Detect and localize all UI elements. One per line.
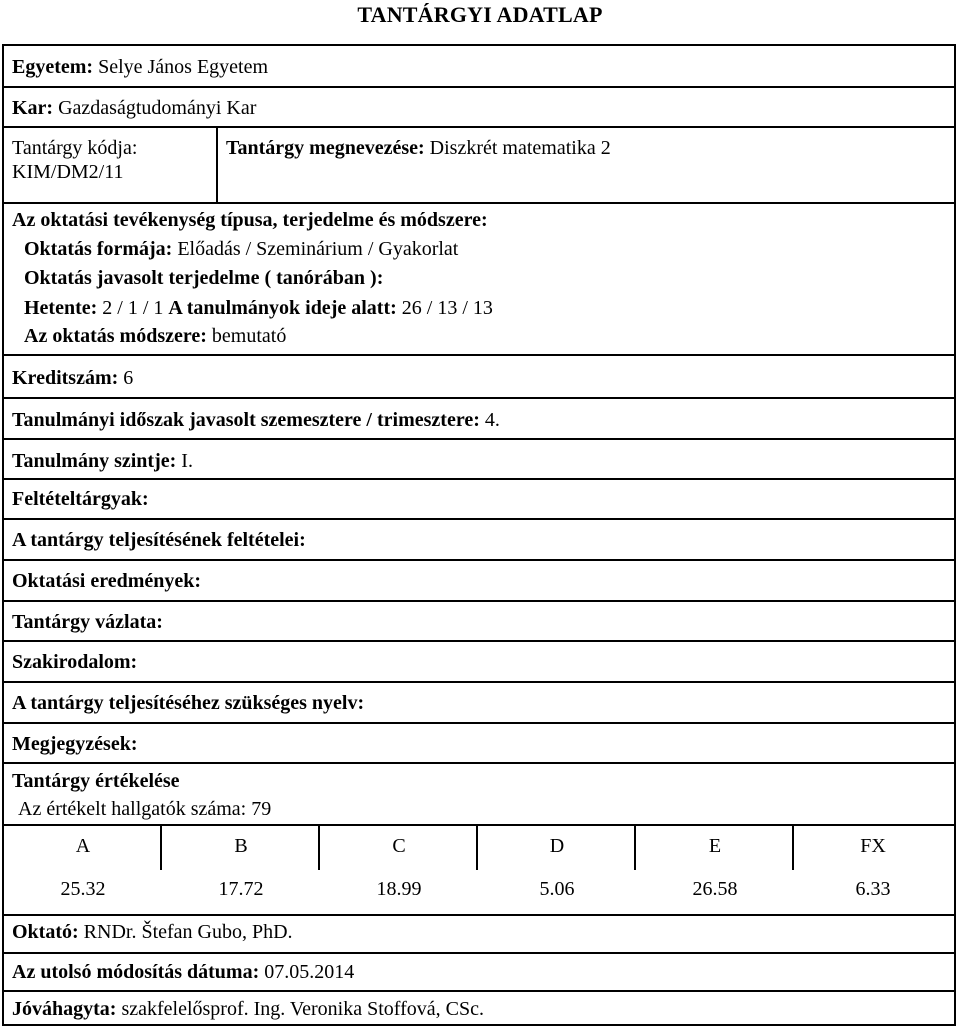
course-code-value: KIM/DM2/11 bbox=[12, 161, 124, 183]
notes-row bbox=[4, 722, 954, 762]
column-divider bbox=[216, 128, 218, 202]
evaluation-heading: Tantárgy értékelése bbox=[12, 770, 180, 792]
level-label: Tanulmány szintje: bbox=[12, 450, 177, 472]
grade-header-c: C bbox=[392, 835, 406, 857]
language-row bbox=[4, 681, 954, 722]
university-row bbox=[4, 46, 954, 86]
level-row bbox=[4, 438, 954, 478]
outline-label: Tantárgy vázlata: bbox=[12, 611, 163, 633]
last-modified-row bbox=[4, 952, 954, 990]
outcomes-row bbox=[4, 559, 954, 600]
literature-row bbox=[4, 640, 954, 681]
lecturer-label: Oktató: bbox=[12, 921, 79, 943]
grade-header-e: E bbox=[708, 835, 722, 857]
evaluation-row bbox=[4, 762, 954, 824]
teaching-form-value: Előadás / Szeminárium / Gyakorlat bbox=[177, 238, 459, 260]
outcomes-label: Oktatási eredmények: bbox=[12, 570, 202, 592]
course-name-value: Diszkrét matematika 2 bbox=[429, 137, 611, 159]
faculty-row bbox=[4, 86, 954, 126]
prerequisites-label: Feltételtárgyak: bbox=[12, 488, 149, 510]
approved-row bbox=[4, 990, 954, 1024]
faculty-value: Gazdaságtudományi Kar bbox=[58, 97, 257, 119]
grade-percent-d: 5.06 bbox=[539, 878, 575, 900]
students-label: Az értékelt hallgatók száma: bbox=[18, 798, 247, 820]
teaching-form-label: Oktatás formája: bbox=[24, 238, 173, 260]
semester-row bbox=[4, 397, 954, 438]
university-label: Egyetem: bbox=[12, 56, 94, 78]
approved-label: Jóváhagyta: bbox=[12, 998, 117, 1020]
students-value: 79 bbox=[251, 798, 272, 820]
lecturer-value: RNDr. Štefan Gubo, PhD. bbox=[83, 921, 293, 943]
course-code-label: Tantárgy kódja: bbox=[12, 137, 138, 159]
credits-label: Kreditszám: bbox=[12, 367, 119, 389]
weekly-label: Hetente: bbox=[24, 297, 98, 319]
course-sheet bbox=[2, 44, 956, 1026]
grade-header-a: A bbox=[75, 835, 91, 857]
literature-label: Szakirodalom: bbox=[12, 651, 138, 673]
teaching-heading: Az oktatási tevékenység típusa, terjedelme és módszere: bbox=[12, 209, 488, 231]
course-id-row bbox=[4, 126, 954, 202]
faculty-label: Kar: bbox=[12, 97, 54, 119]
semester-hours-value: 26 / 13 / 13 bbox=[401, 297, 493, 319]
conditions-row bbox=[4, 518, 954, 559]
semester-value: 4. bbox=[484, 409, 500, 431]
course-name-label: Tantárgy megnevezése: bbox=[226, 137, 425, 159]
grade-header-b: B bbox=[234, 835, 248, 857]
prerequisites-row bbox=[4, 478, 954, 518]
grades-table bbox=[4, 824, 954, 914]
method-label: Az oktatás módszere: bbox=[24, 325, 207, 347]
grade-percent-fx: 6.33 bbox=[855, 878, 891, 900]
grade-header-d: D bbox=[549, 835, 565, 857]
semester-label: Tanulmányi időszak javasolt szemesztere / trimesztere: bbox=[12, 409, 480, 431]
conditions-label: A tantárgy teljesítésének feltételei: bbox=[12, 529, 306, 551]
lecturer-row bbox=[4, 914, 954, 952]
last-modified-value: 07.05.2014 bbox=[264, 961, 355, 983]
credits-value: 6 bbox=[123, 367, 134, 389]
level-value: I. bbox=[181, 450, 193, 472]
university-value: Selye János Egyetem bbox=[98, 56, 269, 78]
grade-percent-c: 18.99 bbox=[376, 878, 422, 900]
teaching-row bbox=[4, 202, 954, 362]
grade-header-fx: FX bbox=[860, 835, 886, 857]
grade-percent-a: 25.32 bbox=[60, 878, 106, 900]
grade-percent-e: 26.58 bbox=[692, 878, 738, 900]
last-modified-label: Az utolsó módosítás dátuma: bbox=[12, 961, 260, 983]
approved-value: szakfelelősprof. Ing. Veronika Stoffová, CSc. bbox=[121, 998, 484, 1020]
method-value: bemutató bbox=[211, 325, 287, 347]
document-title: TANTÁRGYI ADATLAP bbox=[357, 2, 603, 27]
weekly-value: 2 / 1 / 1 bbox=[102, 297, 164, 319]
language-label: A tantárgy teljesítéséhez szükséges nyelv: bbox=[12, 692, 365, 714]
outline-row bbox=[4, 600, 954, 640]
semester-hours-label: A tanulmányok ideje alatt: bbox=[168, 297, 397, 319]
notes-label: Megjegyzések: bbox=[12, 733, 138, 755]
teaching-scope-heading: Oktatás javasolt terjedelme ( tanórában ): bbox=[24, 267, 384, 289]
grade-percent-b: 17.72 bbox=[218, 878, 264, 900]
credits-row bbox=[4, 354, 954, 397]
